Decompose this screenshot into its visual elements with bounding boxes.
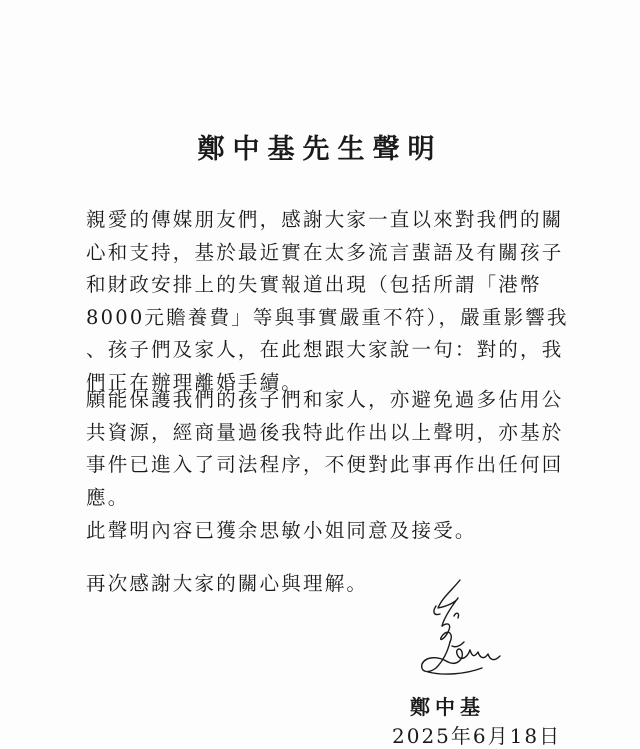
paragraph-line: 事件已進入了司法程序，不便對此事再作出任何回 [86, 453, 564, 476]
paragraph-3 [86, 515, 586, 548]
paragraph-line: 和財政安排上的失實報道出現（包括所謂「港幣 [86, 273, 542, 296]
paragraph-2 [86, 384, 586, 514]
paragraph-line: 們正在辦理離婚手續。 [86, 370, 304, 394]
paragraph-4 [86, 568, 586, 601]
paragraph-line: 共資源，經商量過後我特此作出以上聲明，亦基於 [86, 420, 564, 444]
handwritten-signature [408, 576, 508, 688]
paragraph-line: 此聲明內容已獲余思敏小姐同意及接受。 [86, 519, 477, 542]
paragraph-line: 親愛的傳媒朋友們，感謝大家一直以來對我們的關 [86, 208, 564, 231]
statement-date: 2025年6月18日 [392, 724, 562, 748]
paragraph-line: 8000元贍養費」等與事實嚴重不符），嚴重影響我 [86, 305, 569, 329]
paragraph-line: 心和支持，基於最近實在太多流言蜚語及有關孩子 [86, 240, 564, 264]
statement-title: 鄭中基先生聲明 [197, 134, 443, 165]
paragraph-line: 再次感謝大家的關心與理解。 [86, 572, 369, 595]
signer-name: 鄭中基 [410, 695, 485, 719]
paragraph-line: 應。 [86, 485, 130, 509]
paragraph-line: 願能保護我們的孩子們和家人，亦避免過多佔用公 [86, 388, 564, 411]
paragraph-1 [86, 204, 586, 399]
paragraph-line: 、孩子們及家人，在此想跟大家說一句：對的，我 [86, 338, 564, 361]
